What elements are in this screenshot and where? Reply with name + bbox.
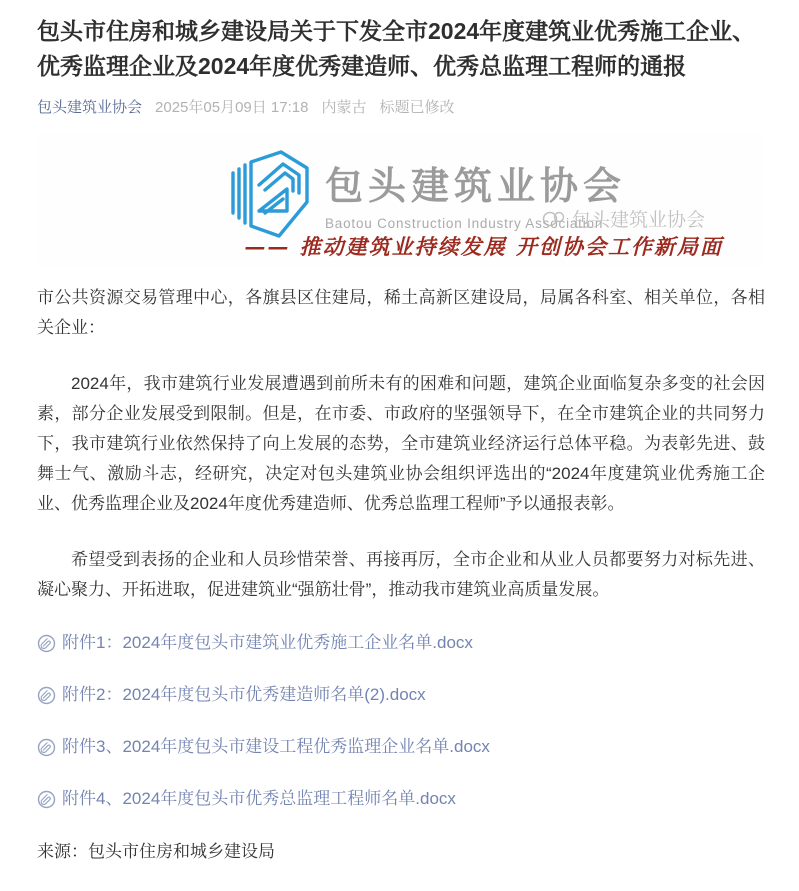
- source-line: 来源：包头市住房和城乡建设局: [37, 842, 275, 861]
- article-meta: [37, 96, 765, 117]
- attachment-row[interactable]: [37, 631, 765, 655]
- watermark-logo-icon: [542, 210, 568, 228]
- attachment-link-1[interactable]: 附件1：2024年度包头市建筑业优秀施工企业名单.docx: [62, 633, 473, 652]
- org-name-cn: 包头建筑业协会: [325, 166, 627, 208]
- banner-image: [37, 133, 765, 267]
- paperclip-icon: [37, 790, 56, 809]
- account-name-link[interactable]: 包头建筑业协会: [37, 99, 143, 116]
- body-paragraph: 2024年，我市建筑行业发展遭遇到前所未有的困难和问题，建筑企业面临复杂多变的社会因素，部分企业发展受到限制。但是，在市委、市政府的坚强领导下，在全市建筑企业的共同努力下，我市建筑行业依然保持了向上发展的态势，全市建筑业经济运行总体平稳。为表彰先进、鼓舞士气、激励斗志，经研究，决定对包头建筑业协会组织评选出的“2024年度建筑业优秀施工企业、优秀监理企业及2024年度优秀建造师、优秀总监理工程师”予以通报表彰。: [37, 374, 765, 513]
- banner-watermark: [542, 205, 705, 232]
- org-name-en: Baotou Construction Industry Association: [325, 216, 604, 231]
- attachment-link-4[interactable]: 附件4、2024年度包头市优秀总监理工程师名单.docx: [62, 789, 456, 808]
- attachment-row[interactable]: [37, 683, 765, 707]
- attachment-row[interactable]: [37, 787, 765, 811]
- body-paragraph: 希望受到表扬的企业和人员珍惜荣誉、再接再厉，全市企业和从业人员都要努力对标先进、凝心聚力、开拓进取，促进建筑业“强筋壮骨”，推动我市建筑业高质量发展。: [37, 550, 765, 599]
- attachment-row[interactable]: [37, 735, 765, 759]
- paperclip-icon: [37, 686, 56, 705]
- recipients-line: 市公共资源交易管理中心，各旗县区住建局，稀土高新区建设局，局属各科室、相关单位，各相关企业：: [37, 288, 765, 337]
- attachment-link-3[interactable]: 附件3、2024年度包头市建设工程优秀监理企业名单.docx: [62, 737, 490, 756]
- watermark-text: 包头建筑业协会: [571, 210, 705, 231]
- attachment-list: [37, 631, 765, 811]
- publish-datetime: 2025年05月09日 17:18: [155, 99, 309, 116]
- publish-region: 内蒙古: [321, 99, 367, 116]
- association-logo-icon: [225, 147, 313, 243]
- banner-slogan: —— 推动建筑业持续发展 开创协会工作新局面: [244, 234, 723, 259]
- article-body: [37, 283, 765, 605]
- title-edited-badge: 标题已修改: [379, 99, 455, 116]
- paperclip-icon: [37, 738, 56, 757]
- paperclip-icon: [37, 634, 56, 653]
- attachment-link-2[interactable]: 附件2：2024年度包头市优秀建造师名单(2).docx: [62, 685, 426, 704]
- article-title: 包头市住房和城乡建设局关于下发全市2024年度建筑业优秀施工企业、优秀监理企业及2024年度优秀建造师、优秀总监理工程师的通报: [37, 18, 756, 79]
